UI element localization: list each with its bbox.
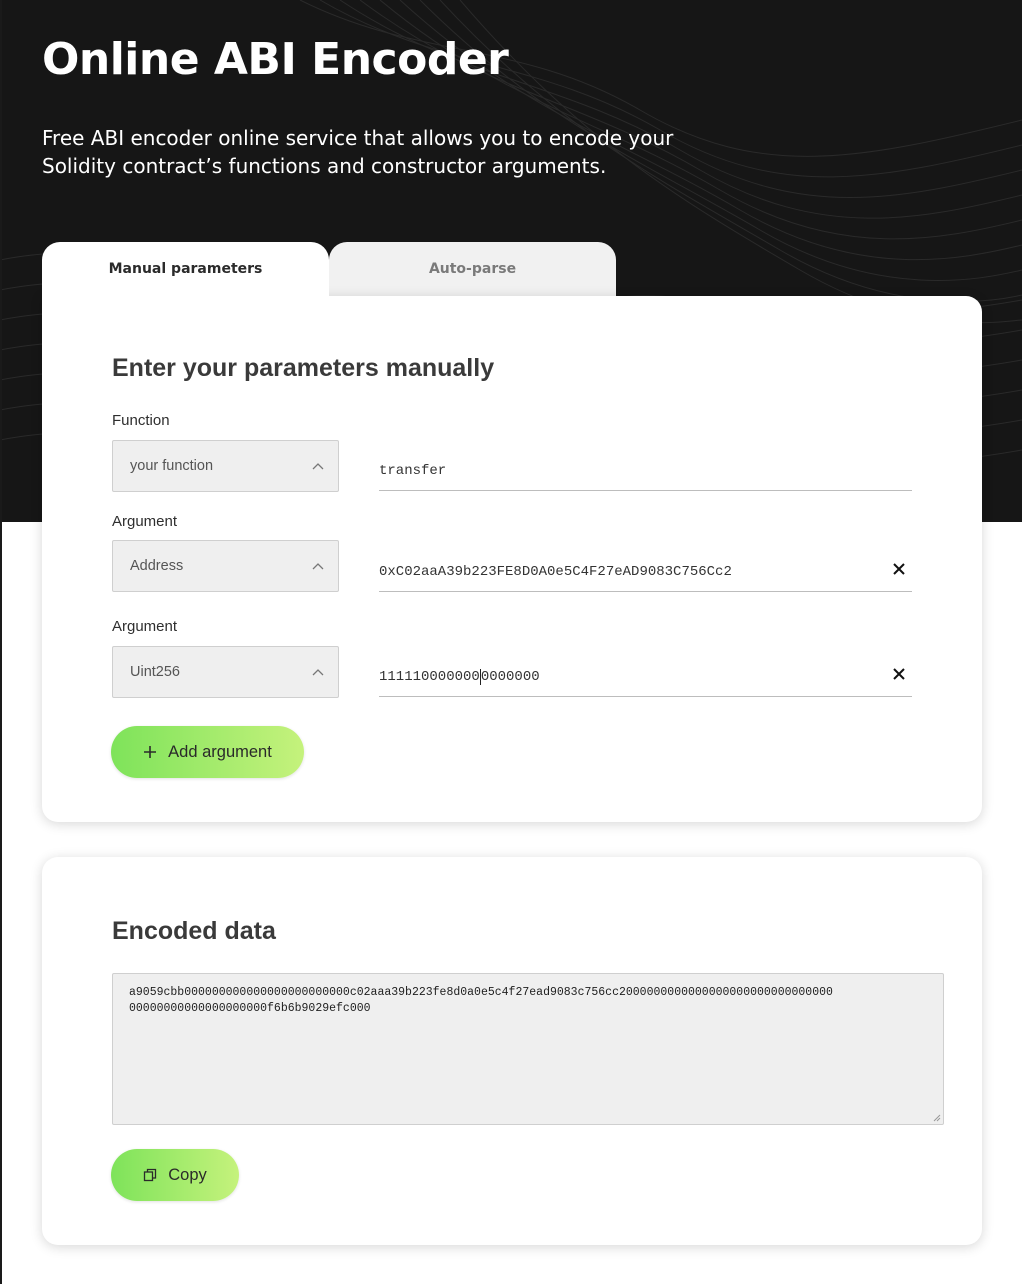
function-label: Function (112, 412, 170, 429)
close-icon[interactable] (892, 562, 906, 576)
function-name-input[interactable] (379, 439, 912, 491)
plus-icon (143, 745, 157, 759)
close-icon[interactable] (892, 667, 906, 681)
tab-auto-parse[interactable]: Auto-parse (329, 242, 616, 296)
argument-value-input[interactable] (379, 645, 912, 697)
encoded-heading: Encoded data (112, 917, 276, 945)
function-type-select[interactable] (112, 440, 339, 492)
argument-value-after-caret: 0000000 (480, 668, 540, 685)
chevron-up-icon (311, 560, 325, 574)
page-title: Online ABI Encoder (42, 34, 509, 85)
copy-button[interactable] (111, 1149, 239, 1201)
argument-label: Argument (112, 513, 178, 530)
argument-value-input[interactable] (379, 540, 912, 592)
manual-parameters-card (42, 296, 982, 822)
add-argument-label: Add argument (168, 742, 272, 761)
window-edge (0, 0, 2, 1284)
add-argument-button[interactable] (111, 726, 304, 778)
encoded-data-card (42, 857, 982, 1245)
encoded-line-1: a9059cbb000000000000000000000000c02aaa39b223fe8d0a0e5c4f27ead9083c756cc2000000000000000000000000000000 (129, 986, 833, 999)
manual-heading: Enter your parameters manually (112, 354, 495, 382)
resize-grip-icon[interactable] (933, 1114, 941, 1122)
chevron-up-icon (311, 666, 325, 680)
chevron-up-icon (311, 460, 325, 474)
argument-type-select[interactable] (112, 646, 339, 698)
function-name-value: transfer (379, 462, 447, 479)
page-subtitle: Free ABI encoder online service that allows you to encode your Solidity contract’s functions and constructor arguments. (42, 126, 674, 178)
encoded-data-textarea[interactable] (112, 973, 944, 1125)
encoded-line-2: 00000000000000000000f6b6b9029efc000 (129, 1002, 371, 1015)
argument-value-before-caret: 111110000000 (379, 668, 480, 685)
argument-type-value: Uint256 (130, 664, 180, 680)
tab-manual-parameters[interactable]: Manual parameters (42, 242, 329, 296)
copy-label: Copy (168, 1165, 207, 1184)
argument-type-select[interactable] (112, 540, 339, 592)
function-type-value: your function (130, 458, 214, 474)
argument-value: 0xC02aaA39b223FE8D0A0e5C4F27eAD9083C756Cc2 (379, 563, 732, 580)
argument-type-value: Address (130, 558, 184, 574)
copy-icon (143, 1168, 157, 1182)
argument-label: Argument (112, 618, 178, 635)
